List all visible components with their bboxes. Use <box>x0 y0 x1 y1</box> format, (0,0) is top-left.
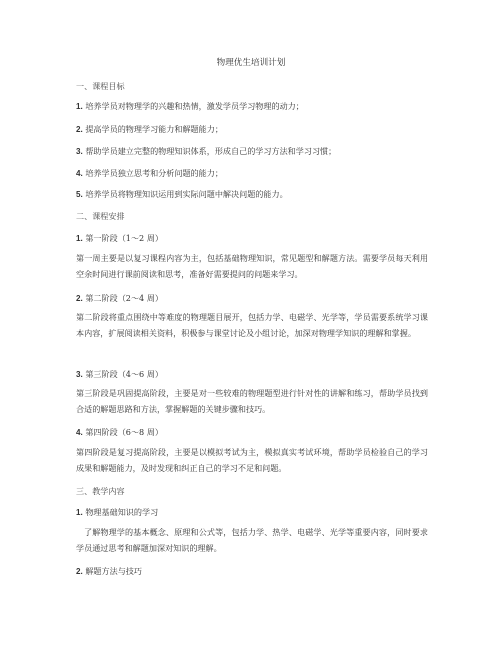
goal-item <box>76 100 432 113</box>
section-heading-content: 三、教学内容 <box>76 486 125 496</box>
section-heading-schedule: 二、课程安排 <box>76 211 125 221</box>
goal-number: 1. <box>76 102 83 111</box>
phase-body: 第二阶段将重点围绕中等难度的物理题目展开，包括力学、电磁学、光学等，学员需要系统学习课本内容，扩展阅读相关资料，积极参与课堂讨论及小组讨论，加深对物理学知识的理解和掌握。 <box>76 312 428 338</box>
content-number: 1. <box>76 508 83 517</box>
phase-title-text: 第四阶段（6～8 周） <box>82 427 163 437</box>
phase-number: 3. <box>76 370 83 379</box>
phase-body: 第一周主要是以复习课程内容为主，包括基础物理知识，常见题型和解题方法。需要学员每天利用空余时间进行课前阅读和思考，准备好需要提问的问题来学习。 <box>76 253 428 279</box>
phase-title <box>76 368 432 381</box>
document-title: 物理优生培训计划 <box>216 58 286 68</box>
content-item-body: 了解物理学的基本概念、原理和公式等，包括力学、热学、电磁学、光学等重要内容，同时要求学员通过思考和解题加深对知识的理解。 <box>76 527 428 553</box>
phase-number: 2. <box>76 294 83 303</box>
phase-title-text: 第一阶段（1～2 周） <box>82 233 163 243</box>
phase-number: 4. <box>76 428 83 437</box>
goal-item <box>76 188 432 201</box>
goal-text: 帮助学员建立完整的物理知识体系，形成自己的学习方法和学习习惯； <box>82 146 337 156</box>
content-item-title <box>76 506 432 519</box>
goal-text: 提高学员的物理学习能力和解题能力； <box>82 124 223 134</box>
content-title-text: 解题方法与技巧 <box>82 566 142 576</box>
phase-title-text: 第二阶段（2～4 周） <box>82 293 163 303</box>
goal-text: 培养学员对物理学的兴趣和热情，激发学员学习物理的动力； <box>82 101 304 111</box>
phase-body: 第四阶段是复习提高阶段，主要是以模拟考试为主，模拟真实考试环境，帮助学员检验自己的学习成果和解题能力，及时发现和纠正自己的学习不足和问题。 <box>76 447 428 473</box>
content-item-title <box>76 565 432 578</box>
goal-number: 4. <box>76 169 83 178</box>
goal-item <box>76 167 432 180</box>
goal-text: 培养学员独立思考和分析问题的能力； <box>82 168 223 178</box>
phase-body: 第三阶段是巩固提高阶段，主要是对一些较难的物理题型进行针对性的讲解和练习，帮助学员找到合适的解题思路和方法，掌握解题的关键步骤和技巧。 <box>76 388 428 414</box>
phase-number: 1. <box>76 234 83 243</box>
phase-title <box>76 292 432 305</box>
goal-number: 2. <box>76 125 83 134</box>
phase-title-text: 第三阶段（4～6 周） <box>82 369 163 379</box>
section-heading-goals: 一、课程目标 <box>76 81 125 91</box>
content-number: 2. <box>76 567 83 576</box>
goal-text: 培养学员将物理知识运用到实际问题中解决问题的能力。 <box>82 189 288 199</box>
goal-item <box>76 123 432 136</box>
content-title-text: 物理基础知识的学习 <box>82 507 159 517</box>
phase-title <box>76 426 432 439</box>
goal-number: 3. <box>76 147 83 156</box>
goal-number: 5. <box>76 190 83 199</box>
phase-title <box>76 232 432 245</box>
goal-item <box>76 145 432 158</box>
